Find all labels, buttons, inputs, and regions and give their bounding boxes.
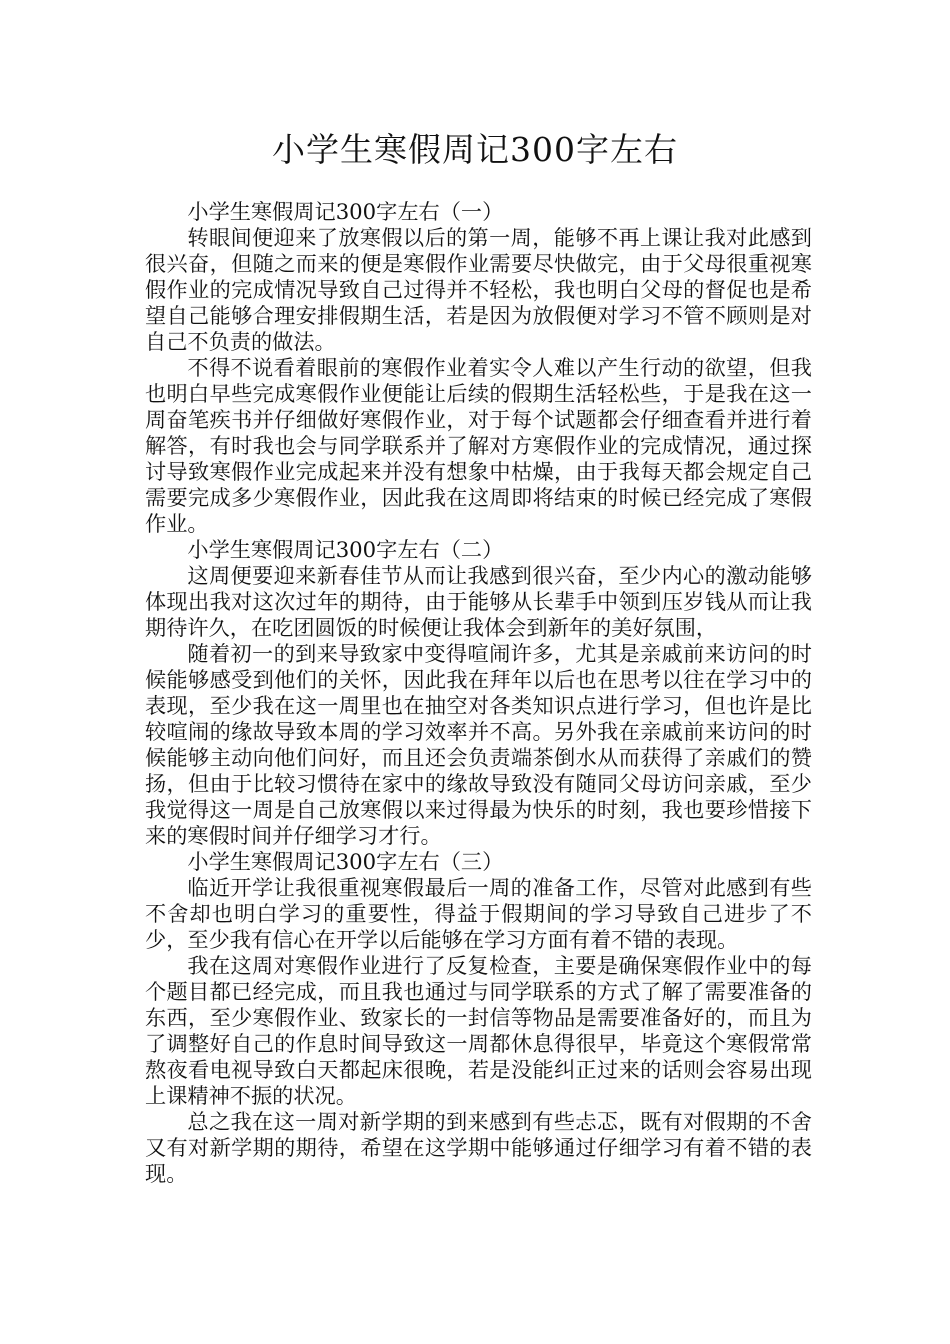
paragraph: 随着初一的到来导致家中变得喧闹许多，尤其是亲戚前来访问的时候能够感受到他们的关怀，因此我在拜年以后也在思考以往在学习中的表现，至少我在这一周里也在抽空对各类知识点进行学习，但也许是比较喧闹的缘故导致本周的学习效率并不高。另外我在亲戚前来访问的时候能够主动向他们问好，而且还会负责端茶倒水从而获得了亲戚们的赞扬，但由于比较习惯待在家中的缘故导致没有随同父母访问亲戚，至少我觉得这一周是自己放寒假以来过得最为快乐的时刻，我也要珍惜接下来的寒假时间并仔细学习才行。 (145, 641, 812, 848)
paragraph: 这周便要迎来新春佳节从而让我感到很兴奋，至少内心的激动能够体现出我对这次过年的期待，由于能够从长辈手中领到压岁钱从而让我期待许久，在吃团圆饭的时候便让我体会到新年的美好氛围， (145, 563, 812, 640)
paragraph: 转眼间便迎来了放寒假以后的第一周，能够不再上课让我对此感到很兴奋，但随之而来的便是寒假作业需要尽快做完，由于父母很重视寒假作业的完成情况导致自己过得并不轻松，我也明白父母的督促也是希望自己能够合理安排假期生活，若是因为放假便对学习不管不顾则是对自己不负责的做法。 (145, 225, 812, 354)
paragraph: 我在这周对寒假作业进行了反复检查，主要是确保寒假作业中的每个题目都已经完成，而且我也通过与同学联系的方式了解了需要准备的东西，至少寒假作业、致家长的一封信等物品是需要准备好的，而且为了调整好自己的作息时间导致这一周都休息得很早，毕竟这个寒假常常熬夜看电视导致白天都起床很晚，若是没能纠正过来的话则会容易出现上课精神不振的状况。 (145, 953, 812, 1108)
document-title: 小学生寒假周记300字左右 (272, 130, 678, 169)
document-body (145, 199, 812, 1187)
paragraph: 临近开学让我很重视寒假最后一周的准备工作，尽管对此感到有些不舍却也明白学习的重要性，得益于假期间的学习导致自己进步了不少，至少我有信心在开学以后能够在学习方面有着不错的表现。 (145, 875, 812, 952)
paragraph: 不得不说看着眼前的寒假作业着实令人难以产生行动的欲望，但我也明白早些完成寒假作业便能让后续的假期生活轻松些，于是我在这一周奋笔疾书并仔细做好寒假作业，对于每个试题都会仔细查看并进行着解答，有时我也会与同学联系并了解对方寒假作业的完成情况，通过探讨导致寒假作业完成起来并没有想象中枯燥，由于我每天都会规定自己需要完成多少寒假作业，因此我在这周即将结束的时候已经完成了寒假作业。 (145, 355, 812, 536)
paragraph: 总之我在这一周对新学期的到来感到有些忐忑，既有对假期的不舍又有对新学期的期待，希望在这学期中能够通过仔细学习有着不错的表现。 (145, 1109, 812, 1186)
section-heading: 小学生寒假周记300字左右（一） (187, 199, 504, 224)
section-heading: 小学生寒假周记300字左右（二） (187, 537, 504, 562)
section-heading: 小学生寒假周记300字左右（三） (187, 849, 504, 874)
